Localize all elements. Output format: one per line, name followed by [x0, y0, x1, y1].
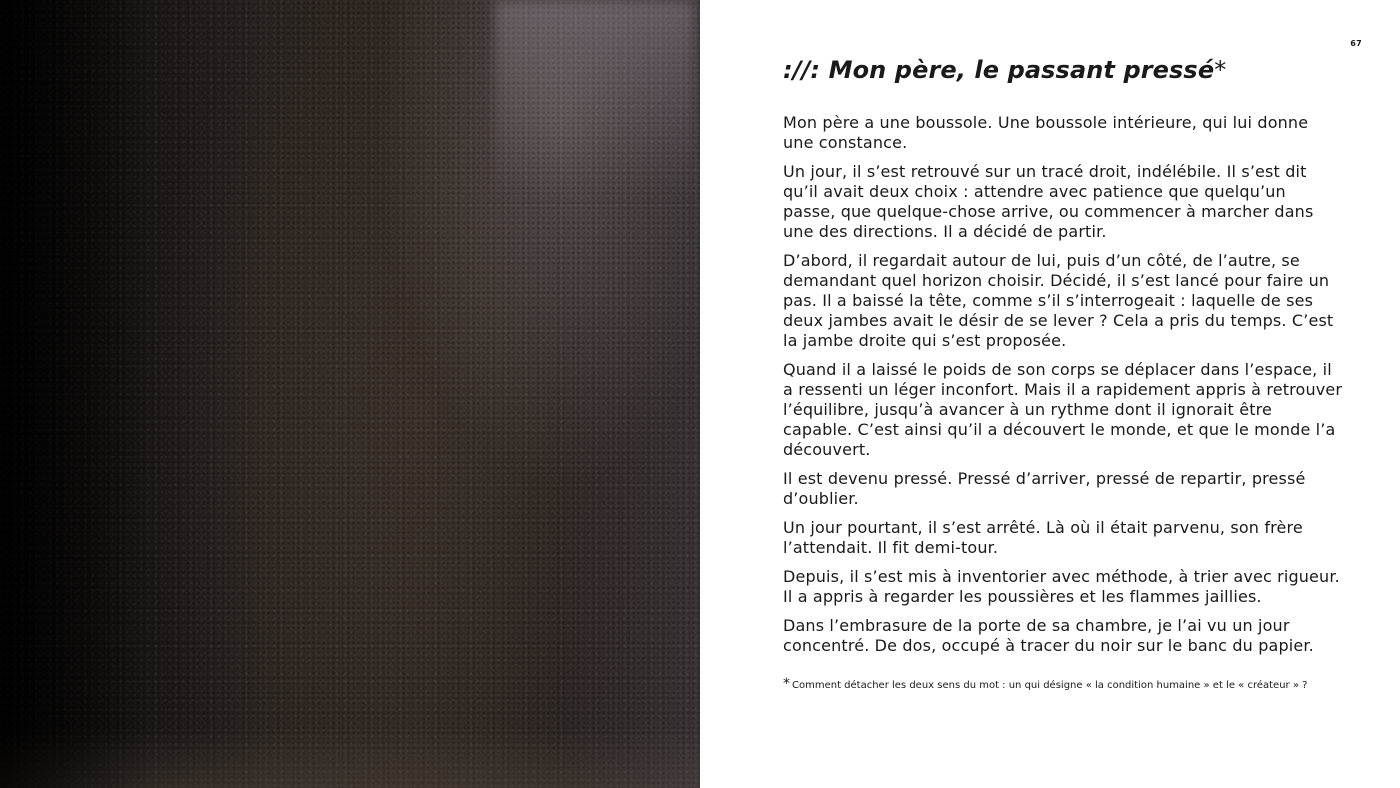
paragraph-4: Quand il a laissé le poids de son corps se déplacer dans l’espace, il a ressenti un léger inconfort. Mais il a rapidement appris à retrouver l’équilibre, jusqu’à avancer à un rythme dont il ignorait être capable. C’est ainsi qu’il a découvert le monde, et que le monde l’a découvert.	[783, 360, 1343, 459]
paragraph-6: Un jour pourtant, il s’est arrêté. Là où il était parvenu, son frère l’attendait. Il fit demi-tour.	[783, 518, 1303, 557]
paragraph-3: D’abord, il regardait autour de lui, puis d’un côté, de l’autre, se demandant quel horizon choisir. Décidé, il s’est lancé pour faire un pas. Il a baissé la tête, comme s’il s’interrogeait : laquelle de ses deux jambes avait le désir de se lever ? Cela a pris du temps. C’est la jambe droite qui s’est proposée.	[783, 251, 1334, 350]
footnote	[783, 677, 1363, 693]
title-footnote-mark: *	[1214, 56, 1227, 84]
article-body	[783, 113, 1343, 665]
article-title-text: ://: Mon père, le passant pressé	[783, 56, 1215, 84]
paragraph-2: Un jour, il s’est retrouvé sur un tracé droit, indélébile. Il s’est dit qu’il avait deux choix : attendre avec patience que quelqu’un passe, que quelque-chose arrive, ou commencer à marcher dans une des directions. Il a décidé de partir.	[783, 162, 1314, 241]
paragraph-8: Dans l’embrasure de la porte de sa chambre, je l’ai vu un jour concentré. De dos, occupé à tracer du noir sur le banc du papier.	[783, 616, 1314, 655]
article-title	[783, 56, 1226, 84]
page-number: 67	[1350, 39, 1362, 48]
footnote-text: Comment détacher les deux sens du mot : un qui désigne « la condition humaine » et le « créateur » ?	[792, 680, 1308, 691]
text-page	[700, 0, 1400, 788]
footnote-mark: *	[783, 676, 790, 692]
paragraph-5: Il est devenu pressé. Pressé d’arriver, pressé de repartir, pressé d’oublier.	[783, 469, 1306, 508]
paragraph-7: Depuis, il s’est mis à inventorier avec méthode, à trier avec rigueur. Il a appris à regarder les poussières et les flammes jaillies.	[783, 567, 1340, 606]
paragraph-1: Mon père a une boussole. Une boussole intérieure, qui lui donne une constance.	[783, 113, 1309, 152]
